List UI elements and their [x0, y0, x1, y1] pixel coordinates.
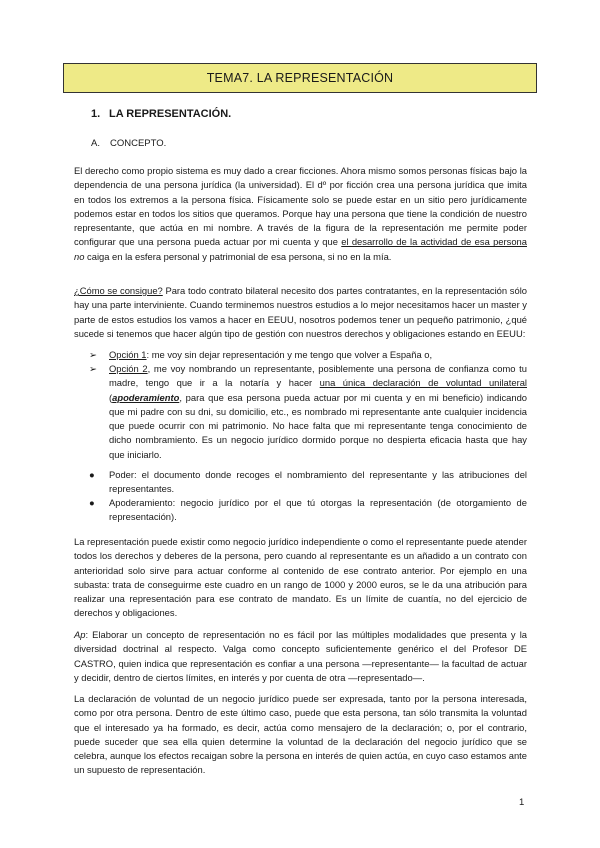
underlined-text: el desarrollo de la actividad de esa persona	[341, 236, 527, 248]
paragraph-declaration: La declaración de voluntad de un negocio jurídico puede ser expresada, tanto por la persona interesada, como por otra persona. Dentro de este último caso, puede que esta persona, tan sólo transmita la voluntad que el interesado ya ha formado, es decir, actúa como mensajero de la declaración; o, por el contrario, puede suceder que sea ella quien determine la voluntad de la declaración del negocio jurídico que se celebra, aunque los efectos recaigan sobre la persona en interés de quien actúa, en cuyo caso estamos ante un supuesto de representación.	[74, 693, 527, 776]
section-heading	[91, 108, 231, 120]
option-text: (	[109, 391, 113, 403]
question-text: ¿Cómo se consigue?	[74, 285, 163, 296]
paragraph-fictions	[74, 164, 527, 264]
bullet-item	[89, 496, 527, 525]
option-text: , me voy nombrando un representante, posiblemente una persona de confianza como tu madre, tengo que ir a la notaría y hacer	[109, 363, 527, 389]
option-text: , para que esa persona pueda actuar por mi cuenta y en mi beneficio) indicando que mi padre con su dni, su domicilio, etc., es nombrado mi representante ante cualquier incidencia que puede ocurrir con mi patrimonio. No hace falta que mi representante tenga conocimiento de dicho nombramiento. Es un negocio jurídico dormido porque no despierta eficacia hasta que hay que iniciarlo.	[109, 391, 527, 460]
page-title	[63, 63, 537, 93]
paragraph-independent: La representación puede existir como negocio jurídico independiente o como el representante puede atender todos los derechos y deberes de la persona, pero cuando al representante es un añadido a un contrato con anterioridad solo sirve para actuar conforme al contenido de ese contrato anterior. Por ejemplo en una subasta: trata de conseguirme este cuadro en un rango de 1000 y 2000 euros, se le da una atribución para realizar una representación para ese contrato de mandato. Es un límite de cuantía, no del ejercicio de derechos y obligaciones.	[74, 536, 527, 619]
page-title-text: TEMA7. LA REPRESENTACIÓN	[206, 71, 394, 85]
subsection-letter: A.	[91, 138, 100, 149]
paragraph-concept	[74, 628, 527, 685]
paragraph-text: : Elaborar un concepto de representación no es fácil por las múltiples modalidades que presenta y la diversidad doctrinal al respecto. Valga como concepto suficientemente genérico el del Profesor DE CASTRO, quien indica que representación es confiar a una persona —representante— la facultad de actuar y decidir, dentro de ciertos límites, en interés y por cuenta de otra —representado—.	[74, 629, 527, 683]
paragraph-text: caiga en la esfera personal y patrimonial de esa persona, si no en la mía.	[84, 250, 392, 262]
italic-text: no	[74, 250, 85, 262]
paragraph-text: Para todo contrato bilateral necesito dos partes contratantes, en la representación sólo hay una parte interviniente. Cuando terminemos nuestros estudios a lo mejor necesitamos hacer un master y parte de estos estudios los vamos a hacer en EEUU, nosotros podemos tener un pequeño patrimonio, ¿qué sucede si tenemos que hacer algún tipo de gestión con nuestros derechos y obligaciones estando en EEUU:	[74, 285, 527, 339]
option-label: Opción 1	[109, 349, 147, 360]
subsection-title: CONCEPTO.	[110, 138, 167, 149]
underlined-text: una única declaración de voluntad unilateral	[319, 377, 527, 389]
ap-abbrev: Ap	[74, 629, 86, 640]
subsection-heading	[91, 138, 166, 149]
bullet-item	[89, 468, 527, 497]
bullet-text: Poder: el documento donde recoges el nombramiento del representante y las atribuciones del representantes.	[109, 469, 527, 495]
page-number: 1	[519, 797, 525, 808]
emphasis-text: apoderamiento	[112, 391, 180, 403]
paragraph-text: El derecho como propio sistema es muy dado a crear ficciones. Ahora mismo somos personas físicas bajo la dependencia de una persona jurídica (la universidad). El dº por ficción crea una persona jurídica que imita en todos los extremos a la persona física. Físicamente solo se puede estar en un sitio pero jurídicamente podemos estar en todos los sitios que queramos. Porque hay una persona que tiene la condición de nuestro representante, que actúa en mi nombre. A través de la figura de la representación me permite poder configurar que una persona pueda actuar por mi cuenta y que	[74, 165, 527, 248]
bullet-text: Apoderamiento: negocio jurídico por el que tú otorgas la representación (de otorgamiento de representación).	[109, 497, 527, 523]
round-bullet-icon: ●	[89, 469, 95, 480]
section-title: LA REPRESENTACIÓN.	[109, 108, 232, 120]
option-text: : me voy sin dejar representación y me tengo que volver a España o,	[146, 349, 433, 360]
arrow-bullet-icon: ➢	[89, 349, 97, 360]
paragraph-how	[74, 284, 527, 341]
round-bullet-icon: ●	[89, 497, 95, 508]
option-label: Opción 2	[109, 363, 148, 374]
arrow-bullet-icon: ➢	[89, 363, 97, 374]
section-number: 1.	[91, 108, 101, 120]
option-item	[89, 348, 527, 362]
option-item	[89, 362, 527, 462]
